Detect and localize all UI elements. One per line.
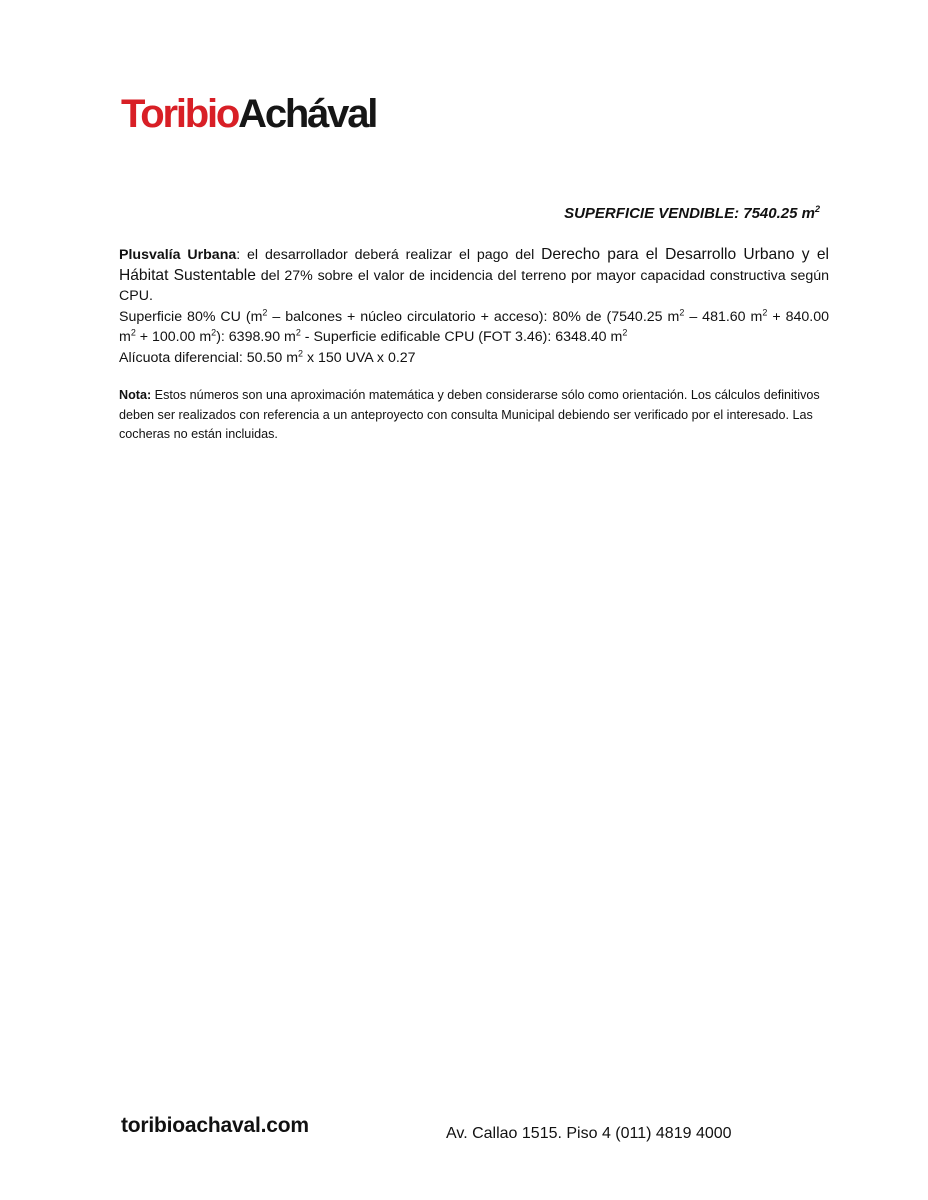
urban-gain-title: Plusvalía Urbana: [119, 247, 237, 263]
company-logo: [121, 94, 376, 134]
superscript: 2: [262, 306, 268, 317]
superscript: 2: [298, 347, 304, 358]
surface-calc-a: Superficie 80% CU (m: [119, 308, 263, 325]
differential-rate-a: Alícuota diferencial: 50.50 m: [119, 349, 299, 366]
superscript: 2: [211, 327, 217, 338]
superscript: 2: [130, 327, 136, 338]
urban-gain-text-2: Derecho para el Desarrollo Urbano y el Hábitat Sustentable: [119, 246, 829, 284]
note-text: Estos números son una aproximación matemática y deben considerarse sólo como orientación. Los cálculos definitivos deben ser realizados con referencia a un anteproyecto con consulta Municipal debiendo ser verificado por el interesado. Las cocheras no están incluidas.: [119, 388, 820, 441]
surface-calc-e: + 100.00 m: [135, 329, 212, 345]
differential-rate-line: [119, 348, 829, 369]
saleable-area-label: SUPERFICIE VENDIBLE: 7540.25 m: [564, 205, 815, 222]
surface-calc-f: ): 6398.90 m: [216, 329, 296, 345]
logo-part-achaval: Achával: [238, 92, 377, 136]
note-label: Nota:: [119, 388, 152, 402]
differential-rate-b: x 150 UVA x 0.27: [303, 349, 416, 366]
urban-gain-section: [119, 245, 829, 368]
surface-calc-c: – 481.60 m: [684, 308, 763, 325]
superscript: 2: [762, 306, 768, 317]
superscript: 2: [679, 306, 685, 317]
footer-website: toribioachaval.com: [121, 1114, 309, 1137]
surface-calculation-line: [119, 307, 829, 348]
superscript: 2: [622, 327, 628, 338]
urban-gain-paragraph: [119, 245, 829, 307]
superscript: 2: [814, 204, 820, 214]
footer-address: Av. Callao 1515. Piso 4 (011) 4819 4000: [446, 1125, 732, 1142]
saleable-area-heading: [564, 204, 820, 222]
superscript: 2: [295, 327, 301, 338]
surface-calc-g: - Superficie edificable CPU (FOT 3.46): 6348.40 m: [300, 329, 623, 345]
surface-calc-d: + 840.00 m: [119, 308, 829, 345]
disclaimer-note: [119, 386, 825, 445]
logo-part-toribio: Toribio: [121, 92, 239, 136]
urban-gain-text-1: : el desarrollador deberá realizar el pago del: [236, 247, 542, 263]
surface-calc-b: – balcones + núcleo circulatorio + acceso): 80% de (7540.25 m: [267, 308, 680, 325]
urban-gain-text-3: del 27% sobre el valor de incidencia del terreno por mayor capacidad constructiva según CPU.: [119, 267, 830, 304]
